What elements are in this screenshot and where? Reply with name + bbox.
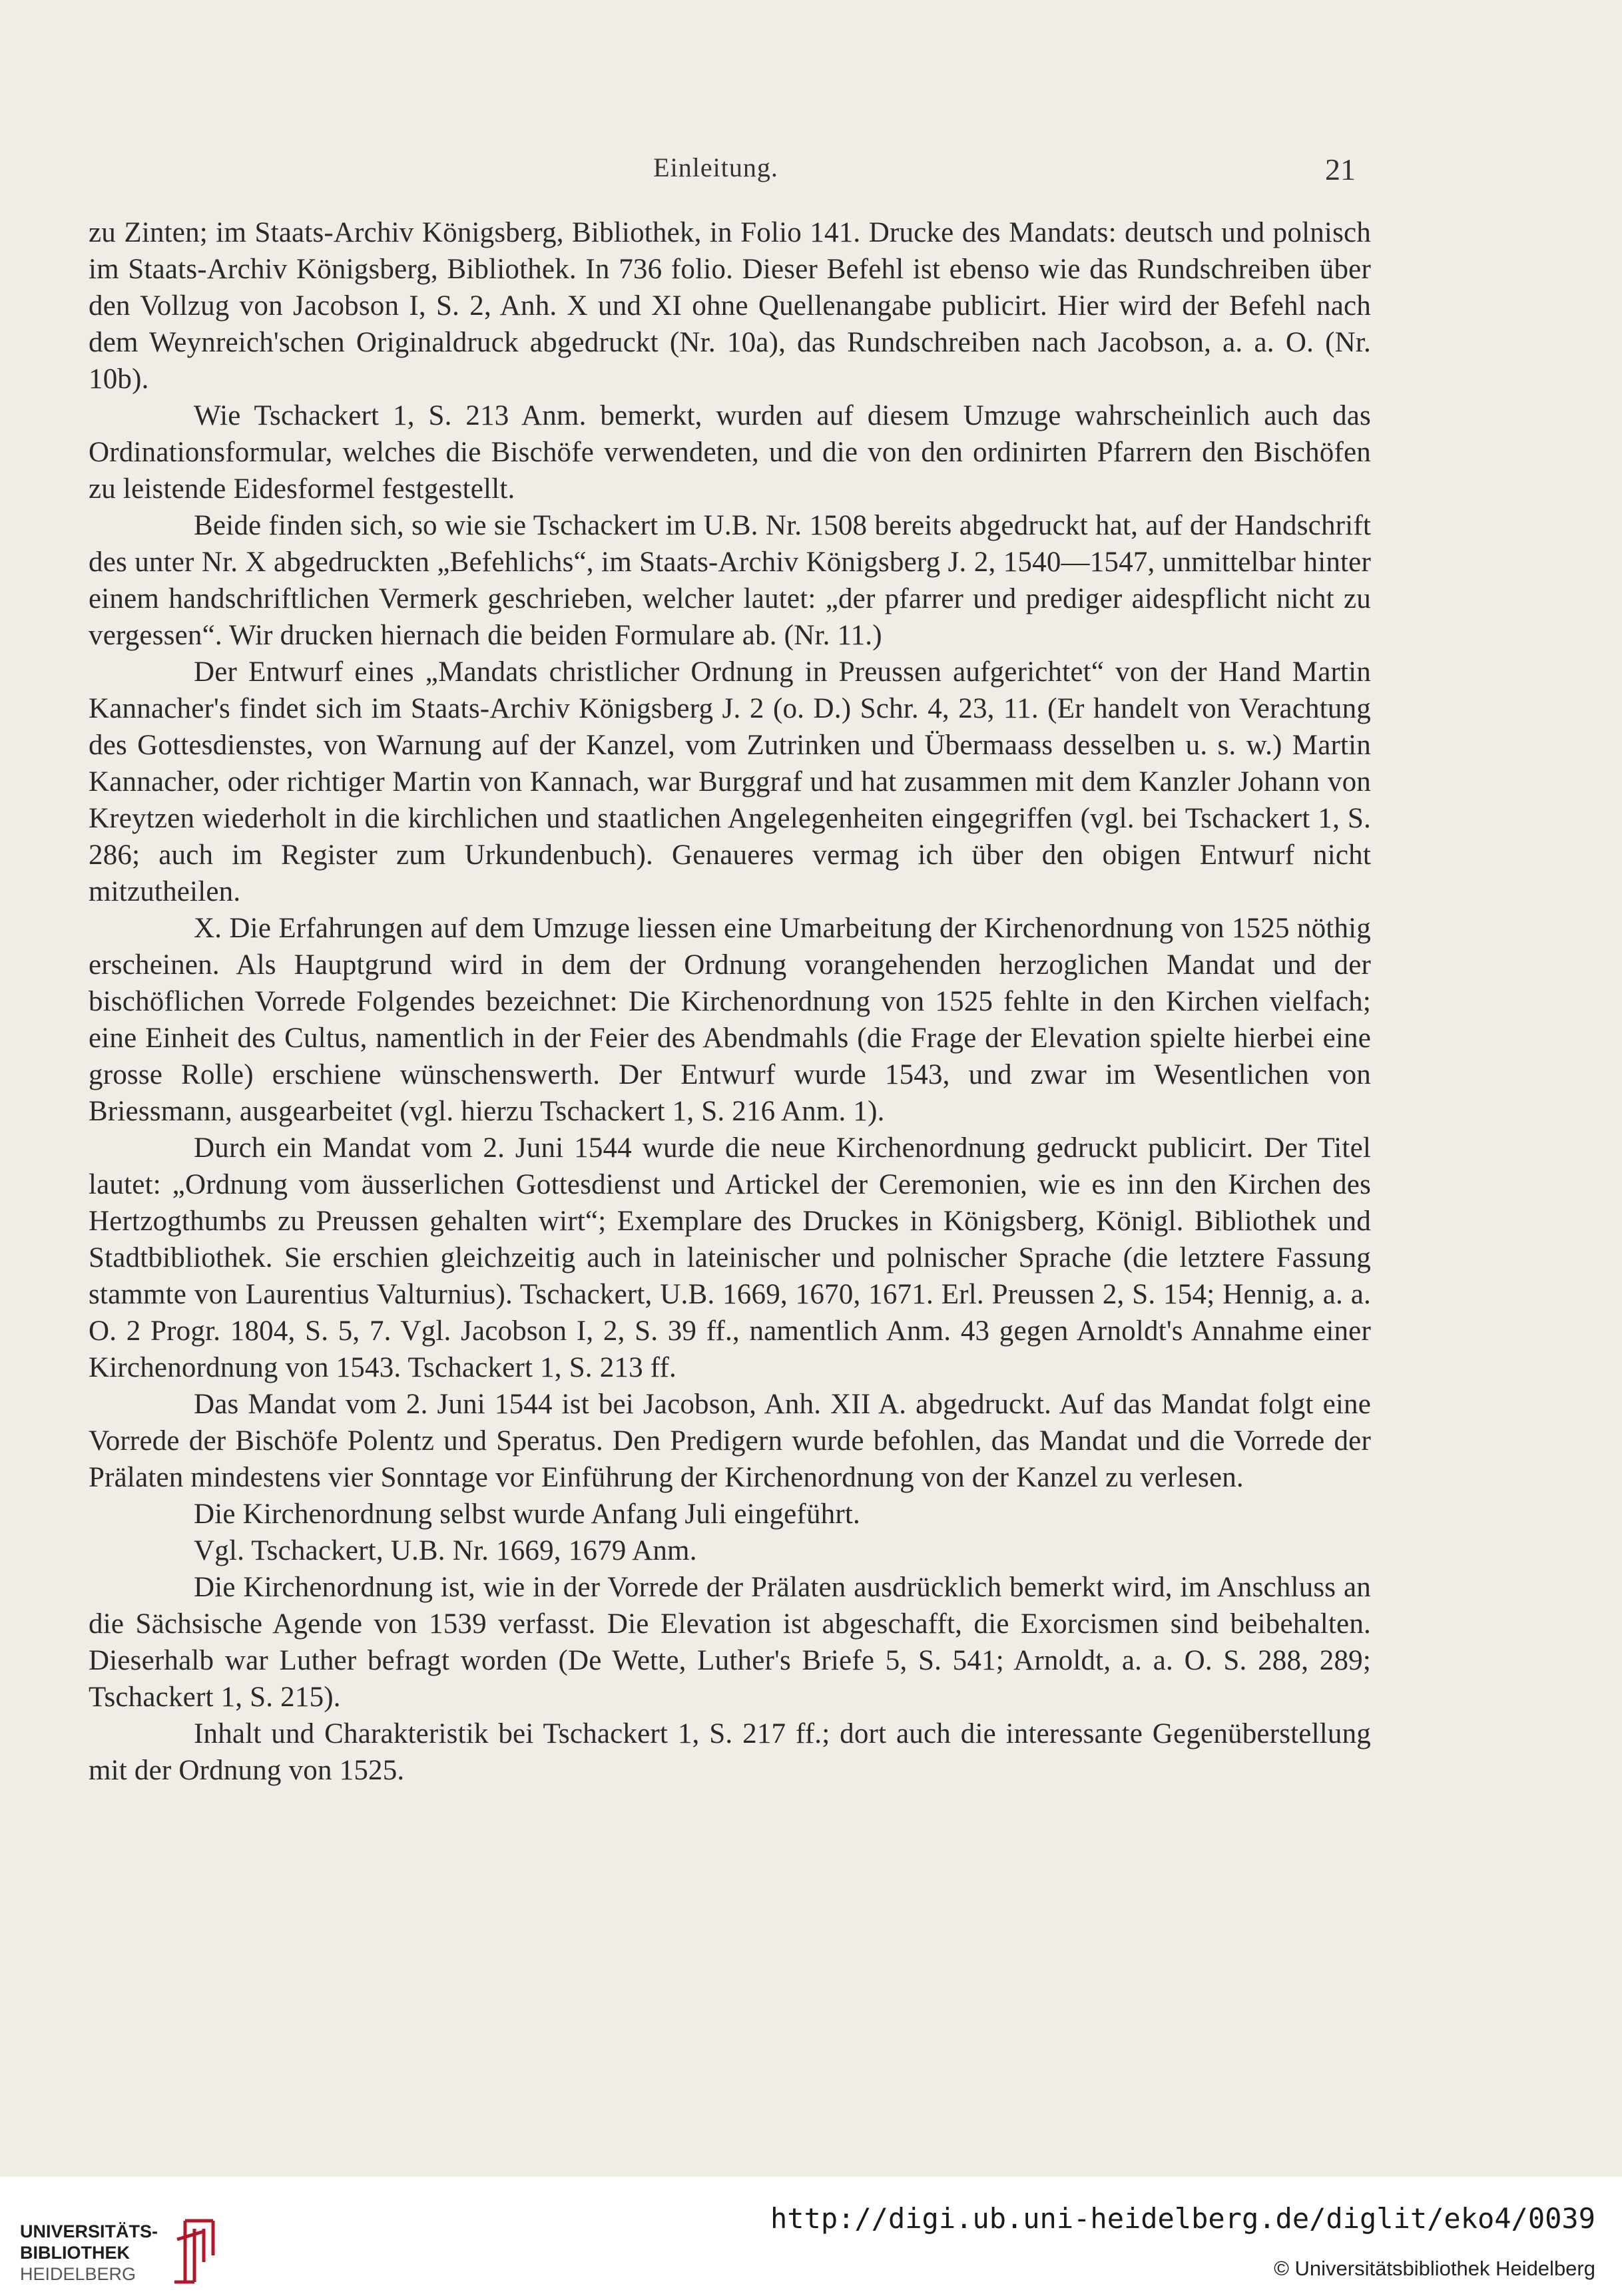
body-text — [89, 214, 1371, 1789]
paragraph: Die Kirchenordnung selbst wurde Anfang Juli eingeführt. — [194, 1498, 860, 1530]
paragraph: Inhalt und Charakteristik bei Tschackert 1, S. 217 ff.; dort auch die interessante Gegenüberstellung mit der Ordnung von 1525. — [89, 1718, 1371, 1786]
paragraph: X. Die Erfahrungen auf dem Umzuge liessen eine Umarbeitung der Kirchenordnung von 1525 nöthig erscheinen. Als Hauptgrund wird in dem der Ordnung vorangehenden herzoglichen Mandat und der bischöflichen Vorrede Folgendes bezeichnet: Die Kirchenordnung von 1525 fehlte in den Kirchen vielfach; eine Einheit des Cultus, namentlich in der Feier des Abendmahls (die Frage der Elevation spielte hierbei eine grosse Rolle) erschiene wünschenswerth. Der Entwurf wurde 1543, und zwar im Wesentlichen von Briessmann, ausgearbeitet (vgl. hierzu Tschackert 1, S. 216 Anm. 1). — [89, 913, 1371, 1127]
page-number: 21 — [1325, 152, 1356, 186]
paragraph: zu Zinten; im Staats-Archiv Königsberg, Bibliothek, in Folio 141. Drucke des Mandats: deutsch und polnisch im Staats-Archiv Königsberg, Bibliothek. In 736 folio. Dieser Befehl ist ebenso wie das Rundschreiben über den Vollzug von Jacobson I, S. 2, Anh. X und XI ohne Quellenangabe publicirt. Hier wird der Befehl nach dem Weynreich'schen Originaldruck abgedruckt (Nr. 10a), das Rundschreiben nach Jacobson, a. a. O. (Nr. 10b). — [89, 217, 1371, 395]
library-mark-icon — [165, 2215, 225, 2289]
footer-bar — [0, 2177, 1622, 2296]
paragraph: Der Entwurf eines „Mandats christlicher Ordnung in Preussen aufgerichtet“ von der Hand Martin Kannacher's findet sich im Staats-Archiv Königsberg J. 2 (o. D.) Schr. 4, 23, 11. (Er handelt von Verachtung des Gottesdienstes, von Warnung auf der Kanzel, vom Zutrinken und Übermaass desselben u. s. w.) Martin Kannacher, oder richtiger Martin von Kannach, war Burggraf und hat zusammen mit dem Kanzler Johann von Kreytzen wiederholt in die kirchlichen und staatlichen Angelegenheiten eingegriffen (vgl. bei Tschackert 1, S. 286; auch im Register zum Urkundenbuch). Genaueres vermag ich über den obigen Entwurf nicht mitzutheilen. — [89, 656, 1371, 907]
logo-text — [20, 2221, 158, 2285]
logo-line: BIBLIOTHEK — [20, 2243, 130, 2263]
paragraph: Die Kirchenordnung ist, wie in der Vorrede der Prälaten ausdrücklich bemerkt wird, im Anschluss an die Sächsische Agende von 1539 verfasst. Die Elevation ist abgeschafft, die Exorcismen sind beibehalten. Dieserhalb war Luther befragt worden (De Wette, Luther's Briefe 5, S. 541; Arnoldt, a. a. O. S. 288, 289; Tschackert 1, S. 215). — [89, 1572, 1371, 1713]
paragraph: Vgl. Tschackert, U.B. Nr. 1669, 1679 Anm. — [194, 1535, 697, 1566]
logo-line: UNIVERSITÄTS- — [20, 2221, 158, 2241]
paragraph: Durch ein Mandat vom 2. Juni 1544 wurde die neue Kirchenordnung gedruckt publicirt. Der Titel lautet: „Ordnung vom äusserlichen Gottesdienst und Artickel der Ceremonien, wie es inn den Kirchen des Hertzogthumbs zu Preussen gehalten wirt“; Exemplare des Druckes in Königsberg, Königl. Bibliothek und Stadtbibliothek. Sie erschien gleichzeitig auch in lateinischer und polnischer Sprache (die letztere Fassung stammte von Laurentius Valturnius). Tschackert, U.B. 1669, 1670, 1671. Erl. Preussen 2, S. 154; Hennig, a. a. O. 2 Progr. 1804, S. 5, 7. Vgl. Jacobson I, 2, S. 39 ff., namentlich Anm. 43 gegen Arnoldt's Annahme einer Kirchenordnung von 1543. Tschackert 1, S. 213 ff. — [89, 1132, 1371, 1383]
paragraph: Das Mandat vom 2. Juni 1544 ist bei Jacobson, Anh. XII A. abgedruckt. Auf das Mandat folgt eine Vorrede der Bischöfe Polentz und Speratus. Den Predigern wurde befohlen, das Mandat und die Vorrede der Prälaten mindestens vier Sonntage vor Einführung der Kirchenordnung von der Kanzel zu verlesen. — [89, 1389, 1371, 1493]
running-head — [0, 152, 1622, 192]
logo-line: HEIDELBERG — [20, 2264, 136, 2284]
copyright-notice: © Universitätsbibliothek Heidelberg — [1274, 2257, 1595, 2280]
paragraph: Wie Tschackert 1, S. 213 Anm. bemerkt, wurden auf diesem Umzuge wahrscheinlich auch das Ordinationsformular, welches die Bischöfe verwendeten, und die von den ordinirten Pfarrern den Bischöfen zu leistende Eidesformel festgestellt. — [89, 400, 1371, 505]
paragraph: Beide finden sich, so wie sie Tschackert im U.B. Nr. 1508 bereits abgedruckt hat, auf der Handschrift des unter Nr. X abgedruckten „Befehlichs“, im Staats-Archiv Königsberg J. 2, 1540—1547, unmittelbar hinter einem handschriftlichen Vermerk geschrieben, welcher lautet: „der pfarrer und prediger aidespflicht nicht zu vergessen“. Wir drucken hiernach die beiden Formulare ab. (Nr. 11.) — [89, 510, 1371, 651]
running-title: Einleitung. — [653, 152, 778, 182]
library-logo[interactable] — [20, 2197, 240, 2290]
permalink-url[interactable]: http://digi.ub.uni-heidelberg.de/diglit/eko4/0039 — [770, 2202, 1595, 2235]
